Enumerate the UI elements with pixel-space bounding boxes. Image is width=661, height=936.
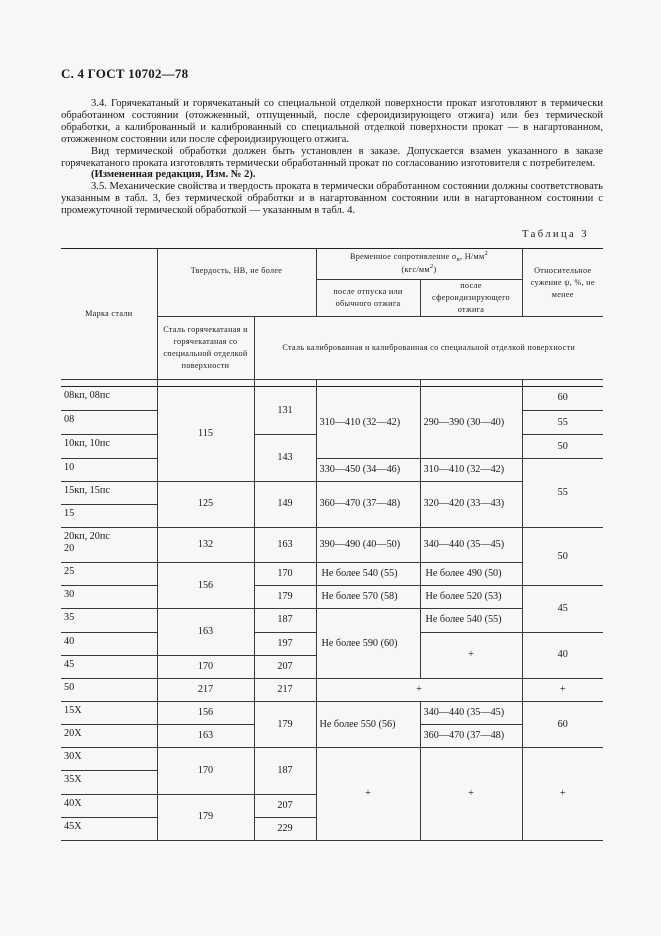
hb-hot-rolled: 132 bbox=[157, 527, 254, 562]
hb-calibrated: 179 bbox=[254, 702, 316, 748]
strength-spheroid: 340—440 (35—45) bbox=[420, 702, 522, 725]
strength-tempered: 310—410 (32—42) bbox=[316, 386, 420, 458]
elongation-cell: 50 bbox=[522, 435, 603, 459]
strength-tempered: Не более 570 (58) bbox=[316, 586, 420, 609]
grade-cell: 15кп, 15пс bbox=[61, 481, 157, 504]
hb-calibrated: 197 bbox=[254, 632, 316, 655]
strength-spheroid: 360—470 (37—48) bbox=[420, 725, 522, 748]
hb-calibrated: 163 bbox=[254, 527, 316, 562]
grade-cell: 45 bbox=[61, 655, 157, 678]
grade-cell: 35 bbox=[61, 609, 157, 632]
strength-tempered: Не более 590 (60) bbox=[316, 609, 420, 678]
header-grade: Марка стали bbox=[61, 249, 157, 380]
strength-spheroid: Не более 520 (53) bbox=[420, 586, 522, 609]
elongation-cell: 55 bbox=[522, 411, 603, 435]
hb-calibrated: 187 bbox=[254, 609, 316, 632]
hb-calibrated: 149 bbox=[254, 481, 316, 527]
grade-cell: 20кп, 20пс 20 bbox=[61, 527, 157, 562]
hb-hot-rolled: 163 bbox=[157, 725, 254, 748]
elongation-cell: 60 bbox=[522, 386, 603, 410]
hb-hot-rolled: 156 bbox=[157, 702, 254, 725]
amendment-note: (Измененная редакция, Изм. № 2). bbox=[91, 169, 256, 181]
grade-cell: 08 bbox=[61, 411, 157, 435]
hb-hot-rolled: 179 bbox=[157, 794, 254, 840]
hb-calibrated: 179 bbox=[254, 586, 316, 609]
strength-spheroid: + bbox=[420, 632, 522, 678]
header-strength: Временное сопротивление $\sigma_в$, $Н/мм^2$ $(кгс/мм^2)$ bbox=[316, 249, 522, 280]
hb-calibrated: 187 bbox=[254, 748, 316, 794]
strength-spheroid: 340—440 (35—45) bbox=[420, 527, 522, 562]
grade-cell: 25 bbox=[61, 563, 157, 586]
hb-hot-rolled: 156 bbox=[157, 563, 254, 609]
strength-spheroid: 290—390 (30—40) bbox=[420, 386, 522, 458]
hb-calibrated: 207 bbox=[254, 794, 316, 817]
strength-spheroid: Не более 540 (55) bbox=[420, 609, 522, 632]
header-hot-rolled: Сталь горячекатаная и горячекатаная со специальной отделкой поверхности bbox=[157, 317, 254, 379]
header-after-tempering: после отпуска или обычного отжига bbox=[316, 280, 420, 317]
hb-hot-rolled: 170 bbox=[157, 655, 254, 678]
hb-hot-rolled: 125 bbox=[157, 481, 254, 527]
hb-calibrated: 143 bbox=[254, 435, 316, 481]
table-3 bbox=[61, 248, 603, 841]
paragraph-3-5: 3.5. Механические свойства и твердость проката в термически обработанном состоянии должны соответствовать указанным в табл. 3, без термической обработки и в нагартованном состоянии или в нагартованном состоянии с промежуточной термической обработкой — указанным в табл. 4. bbox=[61, 181, 603, 217]
grade-cell: 40 bbox=[61, 632, 157, 655]
hb-calibrated: 229 bbox=[254, 817, 316, 840]
grade-cell: 40Х bbox=[61, 794, 157, 817]
grade-cell: 10кп, 10пс bbox=[61, 435, 157, 459]
strength-tempered: 360—470 (37—48) bbox=[316, 481, 420, 527]
grade-cell: 45Х bbox=[61, 817, 157, 840]
strength-tempered: 330—450 (34—46) bbox=[316, 459, 420, 481]
page-header: С. 4 ГОСТ 10702—78 bbox=[61, 66, 189, 81]
strength-plus: + bbox=[316, 678, 522, 701]
grade-cell: 15 bbox=[61, 504, 157, 527]
hb-hot-rolled: 115 bbox=[157, 386, 254, 481]
grade-cell: 50 bbox=[61, 678, 157, 701]
elongation-cell: 40 bbox=[522, 632, 603, 678]
grade-cell: 35Х bbox=[61, 771, 157, 794]
strength-tempered: + bbox=[316, 748, 420, 841]
elongation-cell: + bbox=[522, 748, 603, 841]
paragraph-3-4: 3.4. Горячекатаный и горячекатаный со специальной отделкой поверхности прокат изготовляют в термически обработанном состоянии (отожженный, отпущенный, после сфероидизирующего отжига) или без термической обработки, а калиброванный и калиброванный со специальной отделкой поверхности прокат — в нагартованном, отожженном состоянии или после сфероидизирующего отжига. bbox=[61, 98, 603, 145]
header-after-spheroid: после сфероидизирующего отжига bbox=[420, 280, 522, 317]
elongation-cell: + bbox=[522, 678, 603, 701]
paragraph-heat-treatment: Вид термической обработки должен быть установлен в заказе. Допускается взамен указанного в заказе горячекатаного проката изготовлять термически обработанный прокат по согласованию изготовителя с потребителем. bbox=[61, 145, 603, 169]
strength-tempered: Не более 550 (56) bbox=[316, 702, 420, 748]
elongation-cell: 55 bbox=[522, 459, 603, 527]
header-hardness: Твердость, НВ, не более bbox=[157, 249, 316, 317]
strength-tempered: Не более 540 (55) bbox=[316, 563, 420, 586]
strength-spheroid: 320—420 (33—43) bbox=[420, 481, 522, 527]
elongation-cell: 45 bbox=[522, 586, 603, 632]
strength-spheroid: 310—410 (32—42) bbox=[420, 459, 522, 481]
strength-tempered: 390—490 (40—50) bbox=[316, 527, 420, 562]
hb-hot-rolled: 163 bbox=[157, 609, 254, 655]
strength-spheroid: Не более 490 (50) bbox=[420, 563, 522, 586]
grade-cell: 10 bbox=[61, 459, 157, 481]
hb-calibrated: 131 bbox=[254, 386, 316, 434]
strength-spheroid: + bbox=[420, 748, 522, 841]
grade-cell: 30 bbox=[61, 586, 157, 609]
grade-cell: 15Х bbox=[61, 702, 157, 725]
body-text bbox=[61, 98, 603, 217]
table-caption: Таблица 3 bbox=[522, 229, 589, 240]
grade-cell: 20Х bbox=[61, 725, 157, 748]
hb-calibrated: 217 bbox=[254, 678, 316, 701]
header-elongation: Относительное сужение ψ, %, не менее bbox=[522, 249, 603, 317]
header-calibrated: Сталь калиброванная и калиброванная со специальной отделкой поверхности bbox=[254, 317, 603, 379]
hb-hot-rolled: 217 bbox=[157, 678, 254, 701]
hb-hot-rolled: 170 bbox=[157, 748, 254, 794]
grade-cell: 30Х bbox=[61, 748, 157, 771]
elongation-cell: 60 bbox=[522, 702, 603, 748]
hb-calibrated: 170 bbox=[254, 563, 316, 586]
hb-calibrated: 207 bbox=[254, 655, 316, 678]
elongation-cell: 50 bbox=[522, 527, 603, 585]
grade-cell: 08кп, 08пс bbox=[61, 386, 157, 410]
